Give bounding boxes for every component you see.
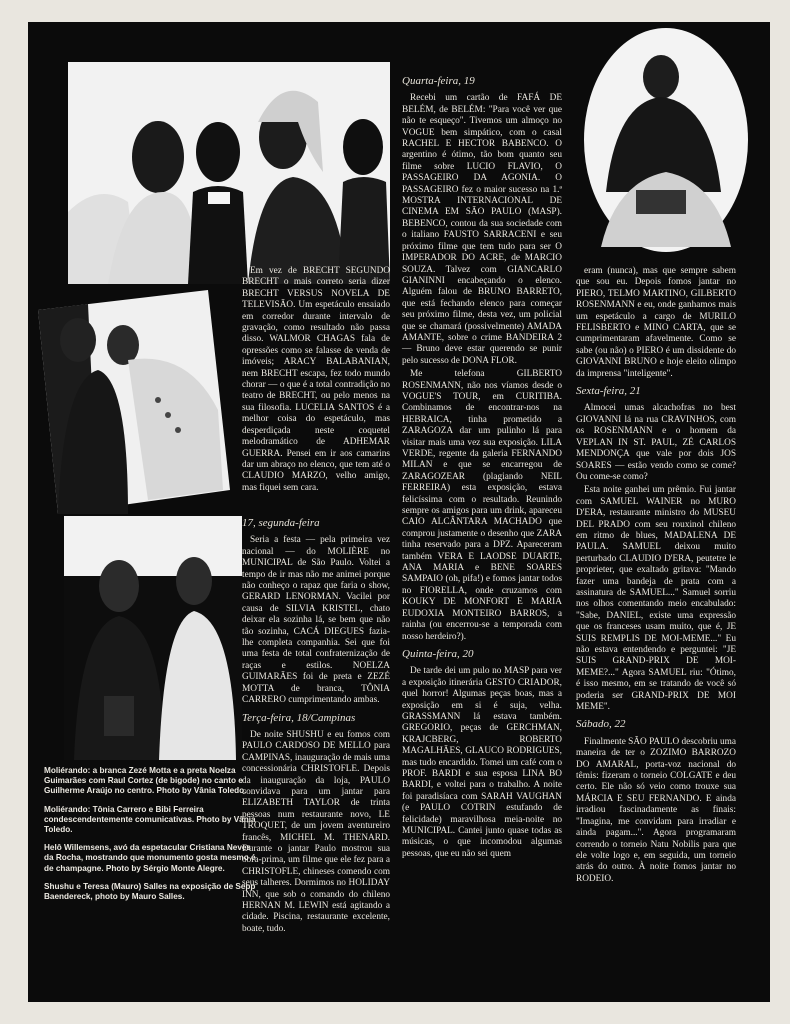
photo-carrero-ferreira — [28, 290, 230, 514]
column-right — [576, 266, 736, 887]
paragraph-moliere: Seria a festa — pela primeira vez nacional — do MOLIÈRE no MUNICIPAL de São Paulo. Voltei a tempo de ir mas não me animei porque não conheço o rapaz que faria o show, GERARD LENORMAN. Vacilei por causa de SILVIA KRISTEL, chato deixar ela sozinha lá, se bem que não tão sozinha, CACÁ DIEGUES fazia-lhe completa companhia. Sei que foi uma festa de total confraternização de raças e estilos. NOELZA GUIMARÃES foi de preta e ZEZÉ MOTTA de branca, TÔNIA CARRERO cumprimentando ambas. — [242, 535, 390, 706]
day-heading-20: Quinta-feira, 20 — [402, 647, 474, 660]
paragraph-fafa: Recebi um cartão de FAFÁ DE BELÉM, de BELÉM: "Para você ver que não te esqueço". Tivemos um almoço no VOGUE bem simpático, com o casal RACHEL E HECTOR BABENCO. O argentino é ótimo, tão bom quanto seu filme sobre LUCIO FLAVIO, O PASSAGEIRO DA AGONIA. O PASSAGEIRO fez o maior sucesso na 1.ª MOSTRA INTERNACIONAL DE CINEMA EM SÃO PAULO (MASP). BEBENCO, contou da sua sociedade com o italiano FAUSTO SARRACENI e seu próximo filme que tem tudo para ser O IMPERADOR DO ACRE, de MARCIO SOUZA. Talvez com GIANCARLO GIANINNI encabeçando o elenco. Alguém falou de BRUNO BARRETO, que está fechando elenco para começar seu próximo filme, desta vez, um policial que se chamará (possivelmente) AMADA AMANTE, sobre o crime BANDEIRA 2 — Bruno deve estar querendo se punir pelo sucesso de DONA FLOR. — [402, 93, 562, 366]
paragraph-giovanni: Almocei umas alcachofras no best GIOVANNI lá na rua CRAVINHOS, com os ROSENMANN e o homem da VEPLAN IN ST. PAUL, ZÉ CARLOS MENDONÇA que vale por dois JOS SOARES — estão vendo como se come? Ou come-se como? — [576, 403, 736, 482]
caption-2: Moliérando: Tônia Carrero e Bibi Ferreira condescendentemente comunicativas. Photo by Vânia Toledo. — [44, 804, 256, 835]
caption-1: Moliérando: a branca Zezé Motta e a preta Noelza Guimarães com Raul Cortez (de bigode) no canto e Guilherme Araújo no centro. Photo by Vânia Toledo. — [44, 766, 247, 796]
paragraph-brecht: Em vez de BRECHT SEGUNDO BRECHT o mais correto seria dizer BRECHT VERSUS NOVELA DE TELEVISÃO. Um espetáculo ensaiado em corredor durante intervalo de gravação, como resultado não passa disso. WALMOR CHAGAS fala de opressões como se falasse de venda de imóveis; ARACY BALABANIAN, nem BRECHT escapa, fez todo mundo chorar — o que é a total contradição no teatro de BRECHT, ou pelo menos na sua filosofia. LUCELIA SANTOS é a melhor coisa do espetáculo, mas desperdiçada neste coquetel melodramático de ADHEMAR GUERRA. Pensei em ir aos camarins dar um abraço no elenco, que tem até o CLAUDIO MARZO, velho amigo, mas fiquei sem cara. — [242, 266, 390, 493]
column-left-lower — [242, 512, 390, 937]
photo-group-moliere — [68, 62, 390, 284]
paragraph-wainer: Esta noite ganhei um prêmio. Fui jantar com SAMUEL WAINER no MURO D'ERA, restaurante ministro do MUSEU DEL PRADO com seu rouxinol chileno em ritmo de blues, MADALENA DE PAULA. SAMUEL deixou muito perturbado CLAUDIO D'ERA, peutetre le proprieter, que exaltado gritava: "Mando fazer uma bandeja de prata com a assinatura de SAMUEL..." Samuel sorriu nos olhos comentando meio encabulado: "Sabe, DANIEL, existe uma expressão que os franceses usam muito, que é, JE SUIS REMPLIS DE MOI-MEME..." Eu não estava entendendo e perguntei: "JE SUIS GRAND-PRIX DE MOI-MEME?..." Agora SAMUEL riu: "Ótimo, é isso mesmo, em se tratando de você só poderia ser GRAND-PRIX DE MOI MEME". — [576, 485, 736, 713]
caption-3: Helô Willemsens, avó da espetacular Cristiana Neves da Rocha, mostrando que monumento gosta mesmo é de champagne. Photo by Sérgio Monte Alegre. — [44, 843, 256, 873]
paragraph-sao-paulo: Finalmente SÃO PAULO descobriu uma maneira de ter o ZOZIMO BARROZO DO AMARAL, porta-voz nacional do têmis: fizeram o torneio COLGATE e deu certo. Ele não só veio como trouxe sua MÁRCIA E SEU FERNANDO. E ainda irradiou fascinadamente as finais: "Imagina, me convidam para irradiar e ainda pagam...". Agora programaram correndo o torneio Natu Nobilis para que ele volte logo e, em seguida, um torneio atrás do outro. À noite fomos jantar no RODEIO. — [576, 736, 737, 884]
day-heading-18: Terça-feira, 18/Campinas — [242, 711, 356, 724]
day-heading-21: Sexta-feira, 21 — [576, 385, 641, 398]
paragraph-rosenmann: Me telefona GILBERTO ROSENMANN, não nos víamos desde o VOGUE'S TOUR, em CURITIBA. Combinamos de encontrar-nos na HEBRAICA, tinha prometido a ZARAGOZA dar um pulinho lá para visitar mais uma vez sua exposição. LILA VERDE, regente da galeria FERNANDO MILAN e que se encarregou de ZARAGOZEAR (plagiando NEIL FERREIRA) esta exposição, estava felicíssima com o resultado. Reunindo sempre os amigos para um drink, apareceu CAIO ALCÂNTARA MACHADO que comprou justamente o desenho que ZARA tinha reservado para a DPZ. Apareceram também VERA E LAODSE DUARTE, ANA MARIA e BENE SOARES SAMPAIO (oh, pifa!) e fomos jantar todos no FIORELLA, onde cruzamos com KOUKY DE MONFORT E MARIA EUDOXIA MONTEIRO BARROS, a rainha (ou encerrou-se a temporada com nosso herdeiro?). — [402, 369, 562, 642]
column-middle — [402, 70, 562, 862]
photo-captions — [44, 766, 258, 910]
day-heading-17: 17, segunda-feira — [242, 517, 320, 529]
paragraph-masp: De tarde dei um pulo no MASP para ver a exposição itinerária GESTO CRIADOR, quel horror! Algumas peças boas, mas a exposição em si é suja, velha. GRASSMANN lá estava também. GREGORIO, peças de GERCHMAN, KRAJCBERG, ROBERTO MAGALHÃES, GLAUCO RODRIGUES, mas tudo encardido. Tomei um café com o PROF. BARDI e sua esposa LINA BO BARDI, e voltei para o trabalho. A noite foi paradisíaca com SARAH VAUGHAN (e PAULO COTRIN estufando de felicidade) maravilhosa meia-noite no MUNICIPAL. Cantei junto quase todas as músicas, o que incomodou algumas pessoas, que eu não sei quem — [402, 666, 562, 859]
photo-shushu-teresa — [64, 516, 242, 760]
caption-4: Shushu e Teresa (Mauro) Salles na exposição de Sepp Baendereck, photo by Mauro Salles. — [44, 881, 256, 902]
paragraph-campinas: De noite SHUSHU e eu fomos com PAULO CARDOSO DE MELLO para CAMPINAS, inauguração de mais uma concessionária CHRISTOFLE. Depois da inauguração da loja, PAULO convidava para um jantar para ELIZABETH TAYLOR de trinta pessoas num restaurante novo, LE TROQUET, de um jovem aventureiro francês, MICHEL M. THENARD. Durante o jantar Paulo mostrou sua obra-prima, um filme que ele fez para a CHRISTOFLE, chineses comendo com seus talheres. Dormimos no HOLIDAY INN, que sob o comando do chileno HERNAN M. LEWIN está agitando a cidade. Piscina, restaurante excelente, boate, tudo. — [242, 729, 390, 934]
paragraph-piero: eram (nunca), mas que sempre sabem que sou eu. Depois fomos jantar no PIERO, TELMO MARTINO, GILBERTO ROSENMANN e eu, onde ganhamos mais um espetáculo a cargo de MURILO FELISBERTO e MINO CARTA, que se cumprimentaram afavelmente. Como se sabe (ou não) o PIERO é um dissidente do GIOVANNI BRUNO e hoje eleito olimpo da imprensa "inteligente". — [576, 266, 736, 379]
day-heading-19: Quarta-feira, 19 — [402, 75, 475, 87]
column-left — [242, 266, 390, 496]
day-heading-22: Sábado, 22 — [576, 718, 626, 731]
photo-oval-portrait — [576, 22, 756, 262]
